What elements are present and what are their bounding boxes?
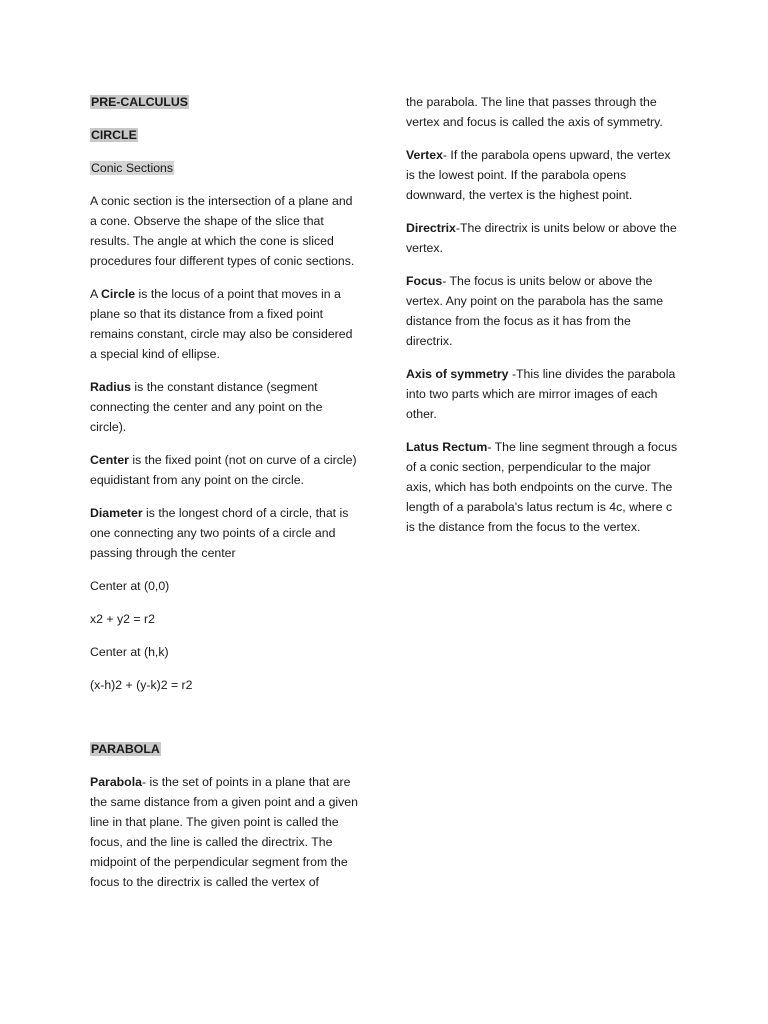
paragraph-parabola-continued: the parabola. The line that passes through the vertex and focus is called the axis of symmetry.: [406, 95, 663, 129]
paragraph-circle: A Circle is the locus of a point that moves in a plane so that its distance from a fixed point remains constant, circle may also be considered a special kind of ellipse.: [90, 287, 353, 361]
paragraph-vertex: Vertex- If the parabola opens upward, the vertex is the lowest point. If the parabola opens downward, the vertex is the highest point.: [406, 148, 671, 202]
paragraph-diameter: Diameter is the longest chord of a circle, that is one connecting any two points of a circle and passing through the center: [90, 506, 349, 560]
paragraph-radius: Radius is the constant distance (segment connecting the center and any point on the circle).: [90, 380, 323, 434]
left-column: [90, 92, 362, 905]
heading-precalculus: PRE-CALCULUS: [91, 95, 189, 109]
paragraph-directrix: Directrix-The directrix is units below or above the vertex.: [406, 221, 677, 255]
paragraph-latus-rectum: Latus Rectum- The line segment through a focus of a conic section, perpendicular to the major axis, which has both endpoints on the curve. The length of a parabola's latus rectum is 4c, where c is the distance from the focus to the vertex.: [406, 440, 678, 534]
paragraph-center: Center is the fixed point (not on curve of a circle) equidistant from any point on the circle.: [90, 453, 357, 487]
equation-origin: x2 + y2 = r2: [90, 612, 155, 626]
paragraph-conic: A conic section is the intersection of a plane and a cone. Observe the shape of the slice that results. The angle at which the cone is sliced procedures four different types of conic sections.: [90, 194, 355, 268]
heading-parabola: PARABOLA: [91, 742, 160, 756]
right-column: [406, 92, 678, 550]
equation-label-hk: Center at (h,k): [90, 645, 169, 659]
heading-conic-sections: Conic Sections: [91, 161, 174, 175]
paragraph-axis-of-symmetry: Axis of symmetry -This line divides the parabola into two parts which are mirror images of each other.: [406, 367, 676, 421]
paragraph-parabola: Parabola- is the set of points in a plane that are the same distance from a given point and a given line in that plane. The given point is called the focus, and the line is called the directrix. The midpoint of the perpendicular segment from the focus to the directrix is called the vertex of: [90, 775, 358, 889]
paragraph-focus: Focus- The focus is units below or above the vertex. Any point on the parabola has the same distance from the focus as it has from the directrix.: [406, 274, 664, 348]
heading-circle: CIRCLE: [91, 128, 137, 142]
equation-hk: (x-h)2 + (y-k)2 = r2: [90, 678, 193, 692]
equation-label-origin: Center at (0,0): [90, 579, 170, 593]
